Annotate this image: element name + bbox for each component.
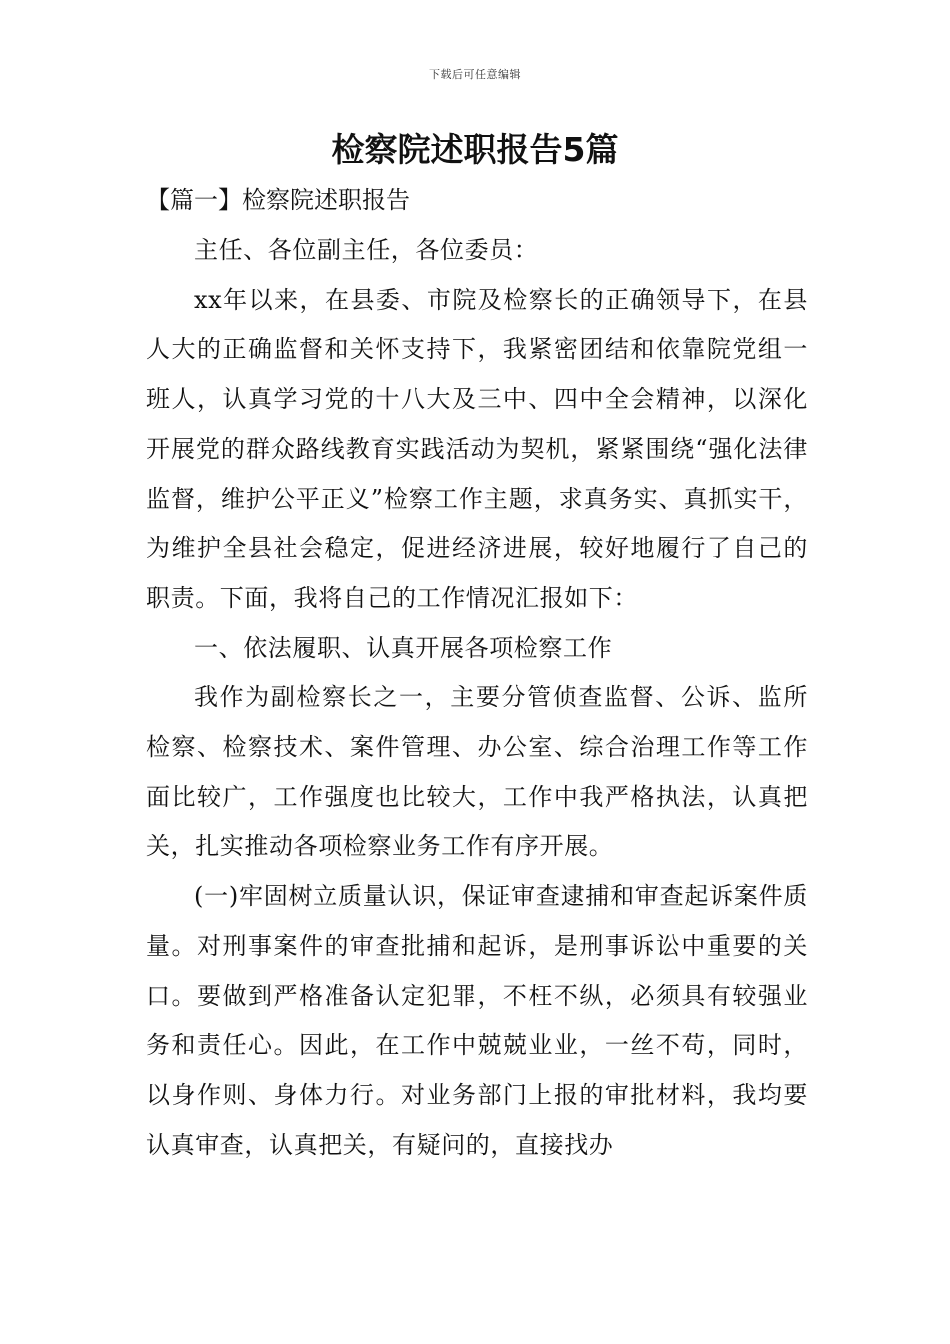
quality-paragraph: (一)牢固树立质量认识，保证审查逮捕和审查起诉案件质量。对刑事案件的审查批捕和起诉，是刑事诉讼中重要的关口。要做到严格准备认定犯罪，不枉不纵，必须具有较强业务和责任心。因此，在工作中兢兢业业，一丝不苟，同时，以身作则、身体力行。对业务部门上报的审批材料，我均要认真审查，认真把关，有疑问的，直接找办 xyxy=(146,882,808,1159)
intro-paragraph: xx年以来，在县委、市院及检察长的正确领导下，在县人大的正确监督和关怀支持下，我紧密团结和依靠院党组一班人，认真学习党的十八大及三中、四中全会精神，以深化开展党的群众路线教育实践活动为契机，紧紧围绕“强化法律监督，维护公平正义”检察工作主题，求真务实、真抓实干，为维护全县社会稳定，促进经济进展，较好地履行了自己的职责。下面，我将自己的工作情况汇报如下： xyxy=(146,285,808,612)
header-note: 下载后可任意编辑 xyxy=(429,68,521,81)
salutation-paragraph: 主任、各位副主任，各位委员： xyxy=(194,236,539,264)
duties-paragraph: 我作为副检察长之一，主要分管侦查监督、公诉、监所检察、检察技术、案件管理、办公室、综合治理工作等工作面比较广，工作强度也比较大，工作中我严格执法，认真把关，扎实推动各项检察业务工作有序开展。 xyxy=(146,683,808,861)
document-title: 检察院述职报告5篇 xyxy=(331,130,619,169)
document-body xyxy=(146,226,808,1170)
subsection-heading: 一、依法履职、认真开展各项检察工作 xyxy=(194,633,613,662)
section-heading: 【篇一】检察院述职报告 xyxy=(146,186,410,214)
